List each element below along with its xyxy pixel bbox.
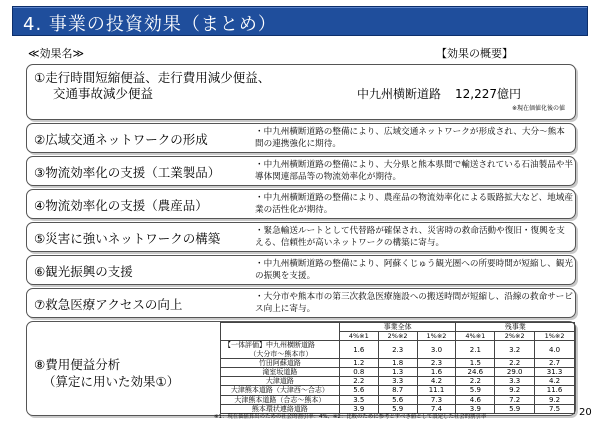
table-cell: 2.2: [339, 377, 378, 386]
effect-label: ②広域交通ネットワークの形成: [34, 132, 208, 147]
group-header-total: 事業全体: [339, 323, 456, 332]
benefit-value: 12,227億円: [455, 87, 522, 101]
table-row: [221, 377, 575, 386]
table-cell: 1.6: [339, 341, 378, 358]
table-cell: 4.2: [535, 377, 575, 386]
table-cell: 5.9: [378, 404, 417, 413]
table-cell: 29.0: [495, 368, 535, 377]
rate-header: 1%※2: [535, 332, 575, 341]
table-cell: 2.2: [495, 358, 535, 367]
effect-description: ・中九州横断道路の整備により、阿蘇くじゅう観光圏への所要時間が短縮し、観光の振興を支援。: [255, 259, 573, 281]
effect-row-5: [26, 222, 576, 252]
table-cell: 1.2: [339, 358, 378, 367]
row-label: [221, 341, 340, 358]
table-cell: 2.1: [456, 341, 495, 358]
title-bar: [12, 6, 588, 36]
row-label-line1: 【一体評価】中九州横断道路: [224, 341, 315, 350]
effect-label-line2: （算定に用いた効果①）: [43, 374, 180, 389]
effect-summary-header: 【効果の概要】: [436, 47, 513, 60]
table-row: [221, 395, 575, 404]
road-name: 中九州横断道路: [357, 87, 442, 101]
table-corner-cell: [221, 323, 340, 341]
table-cell: 2.3: [417, 358, 456, 367]
table-row: [221, 386, 575, 395]
table-cell: 3.3: [378, 377, 417, 386]
rate-header: 2%※2: [378, 332, 417, 341]
cost-benefit-table: [220, 322, 575, 414]
row-label: 熊本環状連絡道路: [221, 404, 340, 413]
table-cell: 1.6: [417, 368, 456, 377]
row-label-line2: （大分市～熊本市）: [249, 349, 313, 358]
rate-header: 1%※2: [417, 332, 456, 341]
rate-header: 4%※1: [339, 332, 378, 341]
rate-header: 2%※2: [495, 332, 535, 341]
table-cell: 0.8: [339, 368, 378, 377]
table-cell: 3.3: [495, 377, 535, 386]
table-cell: 2.2: [456, 377, 495, 386]
table-cell: 11.6: [535, 386, 575, 395]
table-cell: 9.2: [495, 386, 535, 395]
table-cell: 3.5: [339, 395, 378, 404]
effect-label: ⑦救急医療アクセスの向上: [34, 297, 183, 312]
effect-label: ⑥観光振興の支援: [34, 264, 133, 279]
effect-row-4: [26, 189, 576, 219]
effect-label: ⑧費用便益分析: [34, 357, 121, 372]
effect-row-1: [26, 64, 576, 120]
table-cell: 7.4: [417, 404, 456, 413]
table-cell: 4.6: [456, 395, 495, 404]
table-cell: 2.3: [378, 341, 417, 358]
rate-header: 4%※1: [456, 332, 495, 341]
column-header-row: [28, 45, 573, 63]
table-group-header-row: [221, 323, 575, 332]
row-label: 竹田阿蘇道路: [221, 358, 340, 367]
table-cell: 5.6: [339, 386, 378, 395]
effect-description: ・中九州横断道路の整備により、大分県と熊本県間で輸送されている石油製品や半導体関連部品等の物流効率化が期待。: [255, 160, 573, 182]
row-label: 大津熊本道路（合志～熊本）: [221, 395, 340, 404]
effect-label: ④物流効率化の支援（農産品）: [34, 198, 208, 213]
effect-label-line2: 交通事故減少便益: [53, 86, 154, 101]
page-number: 20: [579, 407, 592, 418]
row-label: 大津道路: [221, 377, 340, 386]
table-cell: 5.6: [378, 395, 417, 404]
footnote: ※1：現在価値算出のための社会的割引率：4%、※2：比較のために参考とすべき値として設定した社会的割引率: [214, 414, 487, 420]
present-value-note: ※現在価値化後の値: [511, 105, 565, 112]
table-cell: 5.9: [495, 404, 535, 413]
table-cell: 8.7: [378, 386, 417, 395]
table-cell: 2.7: [535, 358, 575, 367]
effect-label: ①走行時間短縮便益、走行費用減少便益、: [34, 70, 271, 85]
table-cell: 31.3: [535, 368, 575, 377]
effect-description: ・中九州横断道路の整備により、農産品の物流効率化による販路拡大など、地域産業の活性化が期待。: [255, 193, 573, 215]
table-row: [221, 358, 575, 367]
table-row: [221, 368, 575, 377]
effect-row-7: [26, 288, 576, 318]
table-cell: 5.9: [456, 386, 495, 395]
table-cell: 3.0: [417, 341, 456, 358]
table-cell: 4.0: [535, 341, 575, 358]
group-header-remaining: 残事業: [456, 323, 575, 332]
benefit-summary: [357, 85, 521, 102]
table-cell: 11.1: [417, 386, 456, 395]
table-cell: 3.2: [495, 341, 535, 358]
table-cell: 3.9: [339, 404, 378, 413]
table-cell: 4.2: [417, 377, 456, 386]
effect-description: ・大分市や熊本市の第三次救急医療施設への搬送時間が短縮し、沿線の救命サービス向上に寄与。: [255, 292, 573, 314]
effect-row-8: [26, 321, 576, 416]
table-cell: 3.9: [456, 404, 495, 413]
table-cell: 7.5: [535, 404, 575, 413]
row-label: 大津熊本道路（大津西～合志）: [221, 386, 340, 395]
effect-row-6: [26, 255, 576, 285]
table-cell: 1.3: [378, 368, 417, 377]
page-title: 4. 事業の投資効果（まとめ）: [23, 14, 277, 35]
effect-name-header: ≪効果名≫: [28, 47, 85, 60]
table-cell: 1.5: [456, 358, 495, 367]
effect-description: ・緊急輸送ルートとして代替路が確保され、災害時の救命活動や復旧・復興を支える、信頼性が高いネットワークの構築に寄与。: [255, 226, 565, 248]
effect-description: ・中九州横断道路の整備により、広域交通ネットワークが形成され、大分～熊本間の連携強化に期待。: [255, 127, 565, 149]
effect-row-3: [26, 156, 576, 186]
effect-label: ③物流効率化の支援（工業製品）: [34, 165, 221, 180]
table-cell: 7.2: [495, 395, 535, 404]
table-cell: 24.6: [456, 368, 495, 377]
effect-label: ⑤災害に強いネットワークの構築: [34, 231, 221, 246]
table-cell: 9.2: [535, 395, 575, 404]
row-label: 滝室坂道路: [221, 368, 340, 377]
table-cell: 7.3: [417, 395, 456, 404]
effect-row-2: [26, 123, 576, 153]
table-row: [221, 341, 575, 358]
table-cell: 1.8: [378, 358, 417, 367]
